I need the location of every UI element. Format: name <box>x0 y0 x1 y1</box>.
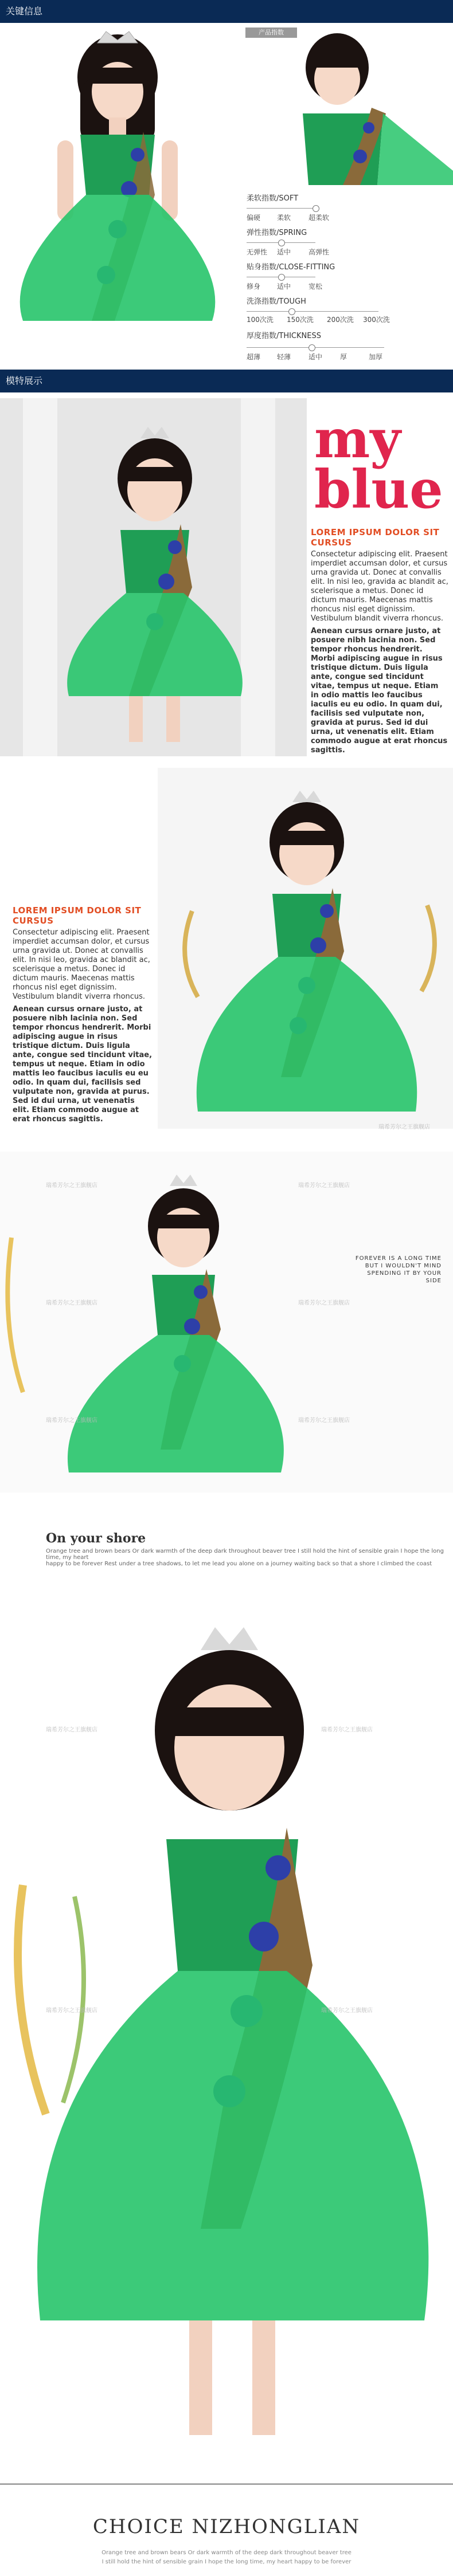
param-indicator-thickness <box>308 344 315 351</box>
param-scales <box>245 192 453 335</box>
footer-line-2: I still hold the hint of sensible grain I hope the long time, my heart happy to be forever <box>101 2559 352 2565</box>
product-photo-main <box>0 23 235 335</box>
lorem-paragraph: Consectetur adipiscing elit. Praesent imperdiet accumsan dolor, et cursus urna gravida ut. Donec at convallis elit. In nisi leo, gravida ac blandit ac, scelerisque a metus. Donec id dictum mauris. Maecenas mattis rhoncus nisl eget dignissim. Vestibulum blandit viverra rhoncus. <box>311 550 448 623</box>
watermark-text: 瑞希芳尔之王旗舰店 <box>321 1727 373 1733</box>
product-photo-closeup <box>245 28 453 185</box>
param-line-soft <box>247 208 315 209</box>
param-line-tough <box>247 311 378 312</box>
lorem-block-1 <box>311 527 448 755</box>
tick-label: 适中 <box>277 248 291 256</box>
watermark-text: 瑞希芳尔之王旗舰店 <box>298 1417 350 1424</box>
hero-title-line2: blue <box>314 458 443 520</box>
lorem-paragraph: Consectetur adipiscing elit. Praesent imperdiet accumsan dolor, et cursus urna gravida ut. Donec at convallis elit. In nisi leo, gravida ac blandit ac, scelerisque a metus. Donec id dictum mauris. Maecenas mattis rhoncus nisl eget dignissim. Vestibulum blandit viverra rhoncus. <box>13 928 150 1001</box>
model-photo-1 <box>0 398 307 756</box>
footer-line-1: Orange tree and brown bears Or dark warmth of the deep dark throughout beaver tree <box>101 2550 352 2556</box>
watermark-text: 瑞希芳尔之王旗舰店 <box>46 2008 97 2014</box>
model-photo-2 <box>158 768 453 1129</box>
tick-label: 修身 <box>247 282 261 290</box>
watermark-text: 瑞希芳尔之王旗舰店 <box>46 1183 97 1189</box>
watermark-text: 瑞希芳尔之王旗舰店 <box>298 1300 350 1306</box>
tick-label: 高弹性 <box>308 248 330 256</box>
shore-line-1: Orange tree and brown bears Or dark warmth of the deep dark throughout beaver tree I still hold the hint of sensible grain I hope the long time, my heart <box>46 1548 444 1561</box>
shore-line-2: happy to be forever Rest under a tree shadows, to let me lead you alone on a journey waiting back so that a shore I climbed the coast <box>46 1561 432 1567</box>
tick-label: 无弹性 <box>247 248 268 256</box>
param-title-close-fitting: 贴身指数/CLOSE-FITTING <box>247 263 335 272</box>
shore-block <box>46 1531 447 1567</box>
watermark-text: 瑞希芳尔之王旗舰店 <box>46 1727 97 1733</box>
watermark-text: 瑞希芳尔之王旗舰店 <box>46 1300 97 1306</box>
param-title-thickness: 厚度指数/THICKNESS <box>247 332 321 340</box>
footer-title: CHOICE NIZHONGLIAN <box>92 2515 361 2538</box>
param-line-thickness <box>247 347 384 348</box>
section-bar-model-show <box>0 370 453 392</box>
param-thickness-scale <box>245 344 453 367</box>
tick-label: 厚 <box>340 353 347 361</box>
lorem-paragraph-bold: Aenean cursus ornare justo, at posuere nibh lacinia non. Sed tempor rhoncus hendrerit. Morbi adipiscing augue in risus tristique dictum. Duis ligula ante, congue sed tincidunt vitae, tempus ut neque. Etiam in odio mattis leo faucibus iaculis eu eu odio. In quam dui, facilisis sed vulputate non, gravida at purus. Sed id dui urna, ut venenatis elit. Etiam commodo augue at erat rhoncus sagittis. <box>13 1005 153 1124</box>
model-photo-3 <box>0 1152 453 1493</box>
hero-title-line1: my <box>314 408 401 470</box>
tick-label: 柔软 <box>277 214 291 222</box>
lorem-title: LOREM IPSUM DOLOR SIT CURSUS <box>311 527 440 548</box>
watermark-text: 瑞希芳尔之王旗舰店 <box>298 1183 350 1189</box>
param-title-soft: 柔软指数/SOFT <box>247 194 299 203</box>
girl-in-peacock-dress-illustration <box>0 23 235 335</box>
tick-label: 超柔软 <box>308 214 330 222</box>
section-title: 关键信息 <box>6 6 43 17</box>
tick-label: 适中 <box>308 353 323 361</box>
section-bar-key-info <box>0 0 453 23</box>
param-title-spring: 弹性指数/SPRING <box>247 229 307 237</box>
model-photo-2-illustration <box>158 768 453 1129</box>
watermark-text: 瑞希芳尔之王旗舰店 <box>46 1417 97 1424</box>
tick-label: 加厚 <box>369 353 383 361</box>
watermark-text: 瑞希芳尔之王旗舰店 <box>321 2008 373 2014</box>
watermark-text: 瑞希芳尔之王旗舰店 <box>378 1124 430 1130</box>
side-quote: FOREVER IS A LONG TIME BUT I WOULDN'T MIND SPENDING IT BY YOUR SIDE <box>355 1255 442 1284</box>
tick-label: 超薄 <box>247 353 261 361</box>
param-indicator-spring <box>278 239 285 246</box>
param-title-tough: 洗涤指数/TOUGH <box>247 297 306 306</box>
param-indicator-close-fitting <box>278 274 285 281</box>
tick-label: 轻薄 <box>277 353 291 361</box>
model-photo-1-illustration <box>0 398 307 756</box>
tick-label: 偏硬 <box>247 214 261 222</box>
tick-label: 200次洗 <box>327 316 354 324</box>
lorem-paragraph-bold: Aenean cursus ornare justo, at posuere nibh lacinia non. Sed tempor rhoncus hendrerit. Morbi adipiscing augue in risus tristique dictum. Duis ligula ante, congue sed tincidunt vitae, tempus ut neque. Etiam in odio mattis leo faucibus iaculis eu eu odio. In quam dui, facilisis sed vulputate non, gravida at purus. Sed id dui urna, ut venenatis elit. Etiam commodo augue at erat rhoncus sagittis. <box>311 627 448 755</box>
section-title: 模特展示 <box>6 375 43 386</box>
shore-title: On your shore <box>46 1531 146 1546</box>
model-photo-3-illustration <box>0 1152 453 1493</box>
lorem-block-2 <box>13 905 153 1124</box>
tick-label: 100次洗 <box>247 316 274 324</box>
lorem-title: LOREM IPSUM DOLOR SIT CURSUS <box>13 905 142 926</box>
param-indicator-soft <box>313 205 319 212</box>
params-badge: 产品指数 <box>245 28 297 38</box>
tick-label: 宽松 <box>308 282 323 290</box>
tick-label: 适中 <box>277 282 291 290</box>
tick-label: 150次洗 <box>287 316 314 324</box>
closeup-illustration <box>245 28 453 185</box>
tick-label: 300次洗 <box>363 316 390 324</box>
